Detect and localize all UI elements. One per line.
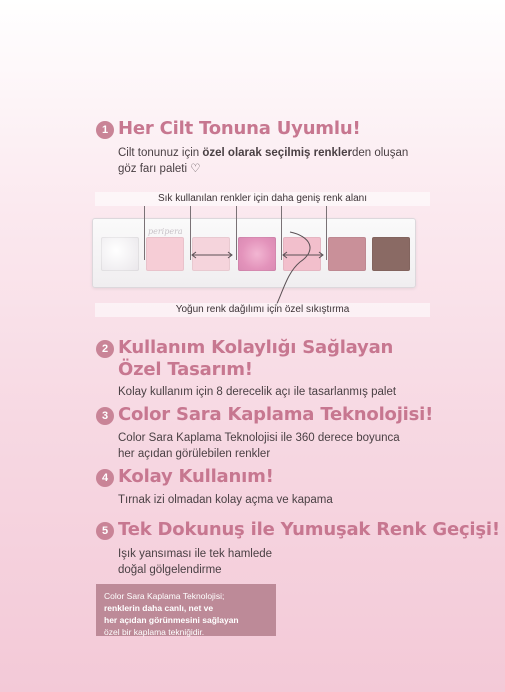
step-4-description: Tırnak izi olmadan kolay açma ve kapama [118,494,333,506]
step-1-title: Her Cilt Tonuna Uyumlu! [118,118,361,139]
step-5-title: Tek Dokunuş ile Yumuşak Renk Geçişi! [118,519,500,540]
step-2-title-line2: Özel Tasarım! [118,359,253,380]
step-1-desc-part2: den oluşan [351,147,409,159]
guide-line-3 [236,206,237,260]
coating-info-box [96,584,276,636]
step-5-desc-line1: Işık yansıması ile tek hamlede [118,548,273,560]
step-4-title: Kolay Kullanım! [118,466,274,487]
pan-3 [192,237,230,271]
info-box-line1: Color Sara Kaplama Teknolojisi; [104,591,225,601]
step-4-badge: 4 [96,469,114,487]
step-3-title: Color Sara Kaplama Teknolojisi! [118,404,434,425]
pan-6 [328,237,366,271]
guide-line-5 [326,206,327,260]
step-3-desc-line2: her açıdan görülebilen renkler [118,448,271,460]
step-5-description [118,546,272,578]
info-box-line4: özel bir kaplama tekniğidir. [104,627,205,637]
palette-brand-logo: peripera [148,227,183,236]
step-1-desc-part1: Cilt tonunuz için [118,147,203,159]
pan-5 [283,237,321,271]
step-3-desc-line1: Color Sara Kaplama Teknolojisi ile 360 derece boyunca [118,432,400,444]
pan-1 [101,237,139,271]
step-1-desc-line2: göz farı paleti ♡ [118,163,201,175]
step-2-description: Kolay kullanım için 8 derecelik açı ile tasarlanmış palet [118,386,397,398]
pan-2 [146,237,184,271]
guide-line-2 [190,206,191,260]
step-3-description [118,430,400,462]
step-1-desc-bold: özel olarak seçilmiş renkler [202,147,352,159]
guide-line-4 [281,206,282,260]
guide-line-1 [144,206,145,260]
pan-7 [372,237,410,271]
callout-bottom: Yoğun renk dağılımı için özel sıkıştırma [95,303,430,317]
step-3-badge: 3 [96,407,114,425]
step-5-badge: 5 [96,522,114,540]
callout-top: Sık kullanılan renkler için daha geniş renk alanı [95,192,430,206]
step-2-badge: 2 [96,340,114,358]
info-box-line2: renklerin daha canlı, net ve [104,603,214,613]
pan-4 [238,237,276,271]
step-5-desc-line2: doğal gölgelendirme [118,564,222,576]
eyeshadow-palette [92,218,416,288]
step-1-description [118,145,408,177]
step-2-title-line1: Kullanım Kolaylığı Sağlayan [118,337,394,358]
info-box-line3: her açıdan görünmesini sağlayan [104,615,239,625]
step-1-badge: 1 [96,121,114,139]
